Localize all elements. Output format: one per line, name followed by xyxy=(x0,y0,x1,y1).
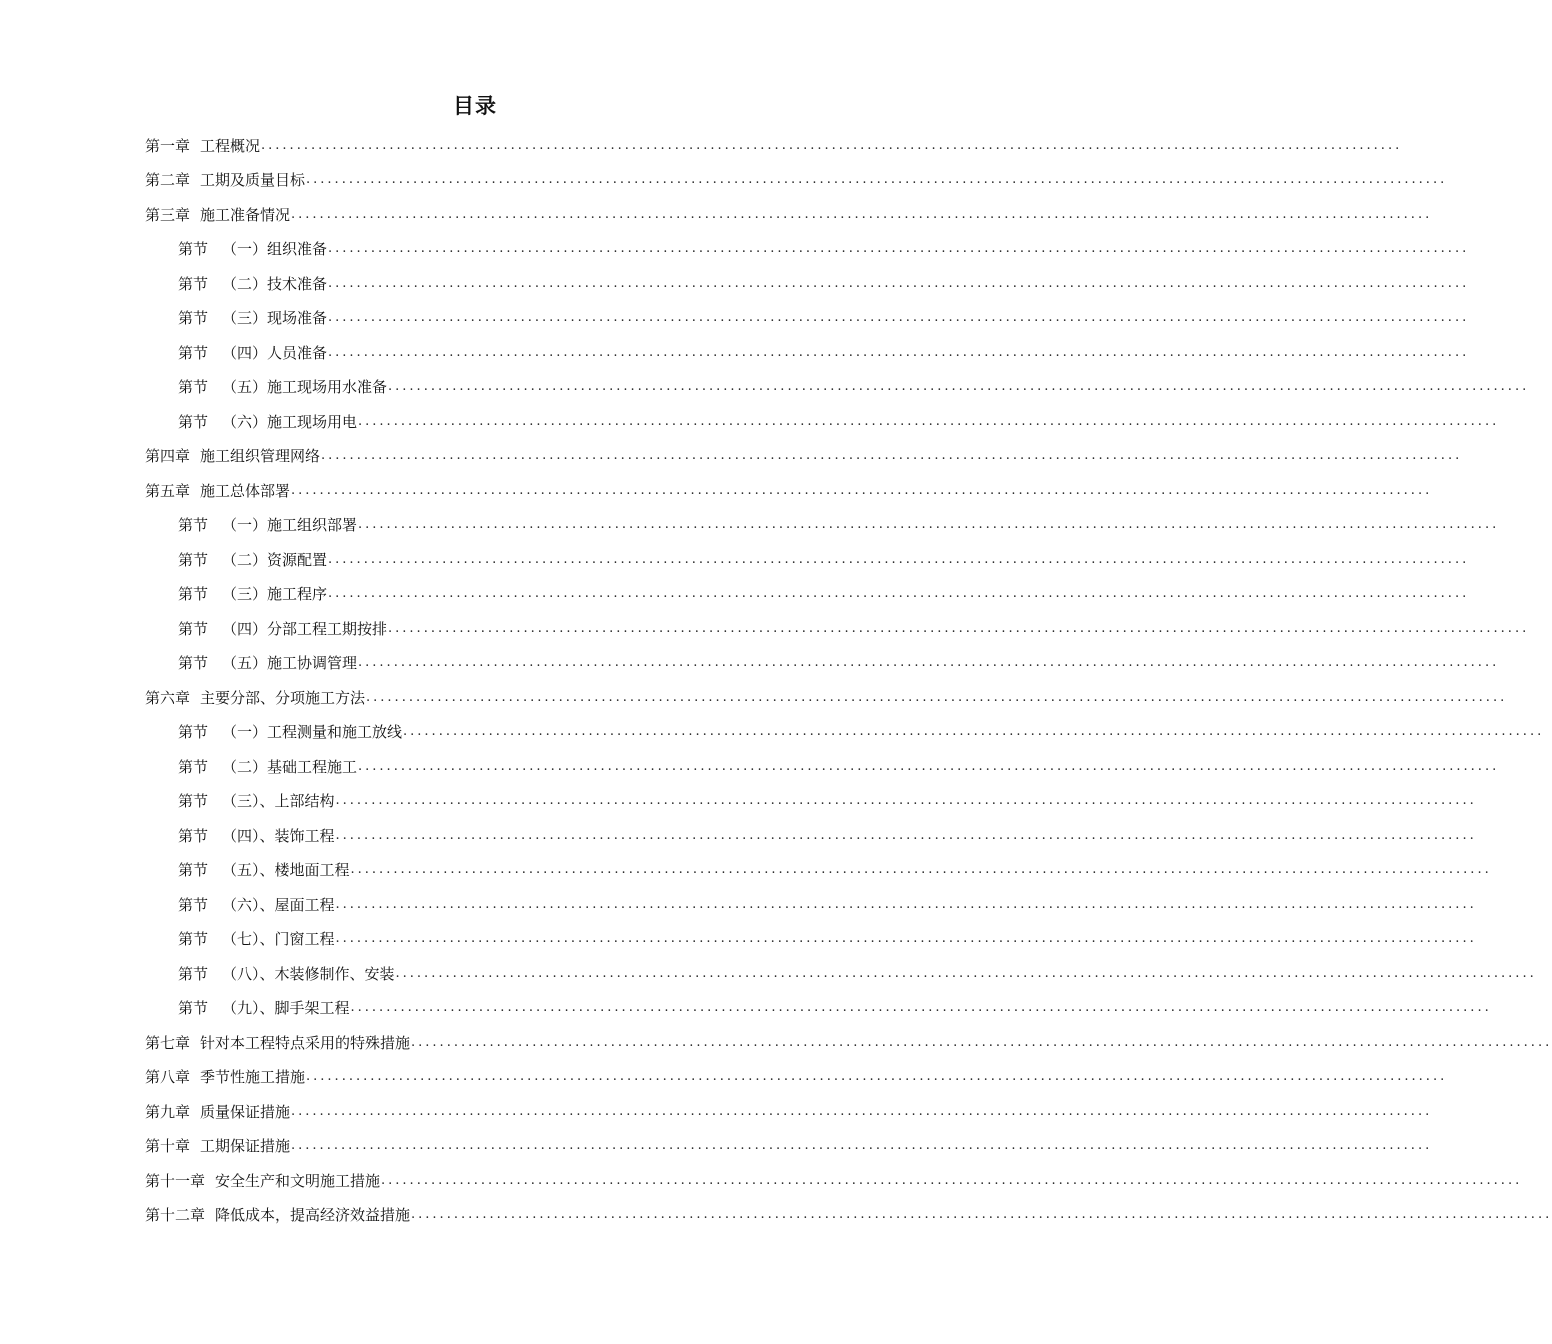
toc-dot-leader: ................................................................................................................................................................ xyxy=(366,689,1508,705)
toc-chapter-entry[interactable] xyxy=(145,1094,1433,1129)
toc-section-entry[interactable] xyxy=(145,784,1477,819)
toc-dot-leader: ................................................................................................................................................................ xyxy=(388,620,1530,636)
toc-chapter-entry[interactable] xyxy=(145,473,1433,508)
toc-dot-leader: ................................................................................................................................................................ xyxy=(335,931,1477,947)
toc-dot-leader: ................................................................................................................................................................ xyxy=(411,1034,1552,1050)
toc-section-entry[interactable] xyxy=(145,611,1530,646)
toc-entry-number: 第三章 xyxy=(145,205,191,224)
toc-entry-label: （二）资源配置 xyxy=(222,550,328,569)
toc-dot-leader: ................................................................................................................................................................ xyxy=(350,1000,1492,1016)
toc-entry-number: 第七章 xyxy=(145,1033,191,1052)
toc-entry-label: （五）施工协调管理 xyxy=(222,654,358,673)
toc-section-entry[interactable] xyxy=(145,887,1477,922)
toc-entry-number: 第节 xyxy=(178,826,209,845)
toc-entry-label: （六）施工现场用电 xyxy=(222,412,358,431)
toc-dot-leader: ................................................................................................................................................................ xyxy=(328,344,1470,360)
toc-chapter-entry[interactable] xyxy=(145,1129,1433,1164)
toc-dot-leader: ................................................................................................................................................................ xyxy=(335,896,1477,912)
toc-entry-number: 第十章 xyxy=(145,1137,191,1156)
toc-entry-label: 工期保证措施 xyxy=(200,1137,291,1156)
toc-section-entry[interactable] xyxy=(145,922,1477,957)
toc-entry-label: （一）施工组织部署 xyxy=(222,516,358,535)
toc-section-entry[interactable] xyxy=(145,404,1500,439)
toc-dot-leader: ................................................................................................................................................................ xyxy=(306,172,1448,188)
toc-dot-leader: ................................................................................................................................................................ xyxy=(291,1138,1433,1154)
toc-section-entry[interactable] xyxy=(145,956,1537,991)
toc-entry-label: 安全生产和文明施工措施 xyxy=(215,1171,381,1190)
toc-entry-label: 工程概况 xyxy=(200,136,261,155)
toc-entry-number: 第节 xyxy=(178,723,209,742)
toc-entry-label: （八）、木装修制作、安装 xyxy=(222,964,395,983)
page-title: 目录 xyxy=(453,94,497,118)
toc-entry-label: 施工准备情况 xyxy=(200,205,291,224)
toc-dot-leader: ................................................................................................................................................................ xyxy=(291,482,1433,498)
toc-dot-leader: ................................................................................................................................................................ xyxy=(381,1172,1523,1188)
toc-chapter-entry[interactable] xyxy=(145,163,1448,198)
toc-entry-number: 第节 xyxy=(178,516,209,535)
toc-dot-leader: ................................................................................................................................................................ xyxy=(358,413,1500,429)
toc-entry-label: 季节性施工措施 xyxy=(200,1068,306,1087)
toc-entry-number: 第节 xyxy=(178,792,209,811)
toc-entry-label: （一）组织准备 xyxy=(222,240,328,259)
toc-dot-leader: ................................................................................................................................................................ xyxy=(328,586,1470,602)
toc-section-entry[interactable] xyxy=(145,646,1500,681)
toc-dot-leader: ................................................................................................................................................................ xyxy=(328,310,1470,326)
toc-section-entry[interactable] xyxy=(145,749,1500,784)
toc-section-entry[interactable] xyxy=(145,370,1530,405)
toc-chapter-entry[interactable] xyxy=(145,197,1433,232)
toc-entry-label: 质量保证措施 xyxy=(200,1102,291,1121)
toc-dot-leader: ................................................................................................................................................................ xyxy=(291,206,1433,222)
toc-dot-leader: ................................................................................................................................................................ xyxy=(306,1069,1448,1085)
toc-entry-label: （五）施工现场用水准备 xyxy=(222,378,388,397)
toc-entry-label: （四）、装饰工程 xyxy=(222,826,335,845)
toc-entry-label: 降低成本，提高经济效益措施 xyxy=(215,1206,411,1225)
toc-entry-label: （七）、门窗工程 xyxy=(222,930,335,949)
toc-dot-leader: ................................................................................................................................................................ xyxy=(335,827,1477,843)
toc-entry-number: 第节 xyxy=(178,274,209,293)
toc-section-entry[interactable] xyxy=(145,232,1470,267)
toc-section-entry[interactable] xyxy=(145,301,1470,336)
toc-section-entry[interactable] xyxy=(145,853,1492,888)
toc-entry-label: 针对本工程特点采用的特殊措施 xyxy=(200,1033,411,1052)
toc-entry-number: 第节 xyxy=(178,378,209,397)
toc-entry-number: 第一章 xyxy=(145,136,191,155)
toc-entry-label: 工期及质量目标 xyxy=(200,171,306,190)
toc-chapter-entry[interactable] xyxy=(145,680,1508,715)
toc-entry-number: 第节 xyxy=(178,861,209,880)
toc-dot-leader: ................................................................................................................................................................ xyxy=(321,448,1463,464)
toc-dot-leader: ................................................................................................................................................................ xyxy=(403,724,1545,740)
toc-dot-leader: ................................................................................................................................................................ xyxy=(358,758,1500,774)
toc-dot-leader: ................................................................................................................................................................ xyxy=(328,551,1470,567)
toc-chapter-entry[interactable] xyxy=(145,128,1403,163)
toc-dot-leader: ................................................................................................................................................................ xyxy=(388,379,1530,395)
toc-entry-number: 第十一章 xyxy=(145,1171,206,1190)
toc-entry-number: 第节 xyxy=(178,412,209,431)
toc-dot-leader: ................................................................................................................................................................ xyxy=(328,275,1470,291)
toc-chapter-entry[interactable] xyxy=(145,1060,1448,1095)
toc-entry-number: 第八章 xyxy=(145,1068,191,1087)
toc-entry-number: 第五章 xyxy=(145,481,191,500)
toc-entry-number: 第六章 xyxy=(145,688,191,707)
toc-entry-number: 第节 xyxy=(178,964,209,983)
toc-section-entry[interactable] xyxy=(145,266,1470,301)
toc-entry-label: （二）技术准备 xyxy=(222,274,328,293)
toc-entry-number: 第四章 xyxy=(145,447,191,466)
toc-entry-label: （六）、屋面工程 xyxy=(222,895,335,914)
toc-chapter-entry[interactable] xyxy=(145,439,1463,474)
toc-dot-leader: ................................................................................................................................................................ xyxy=(411,1207,1552,1223)
toc-entry-number: 第十二章 xyxy=(145,1206,206,1225)
toc-section-entry[interactable] xyxy=(145,715,1545,750)
toc-dot-leader: ................................................................................................................................................................ xyxy=(395,965,1537,981)
toc-entry-label: （三）、上部结构 xyxy=(222,792,335,811)
toc-entry-number: 第节 xyxy=(178,930,209,949)
toc-dot-leader: ................................................................................................................................................................ xyxy=(261,137,1403,153)
toc-section-entry[interactable] xyxy=(145,508,1500,543)
toc-entry-label: （三）施工程序 xyxy=(222,585,328,604)
toc-section-entry[interactable] xyxy=(145,335,1470,370)
toc-section-entry[interactable] xyxy=(145,991,1492,1026)
toc-dot-leader: ................................................................................................................................................................ xyxy=(328,241,1470,257)
toc-entry-label: （五）、楼地面工程 xyxy=(222,861,350,880)
toc-entry-label: （三）现场准备 xyxy=(222,309,328,328)
toc-entry-number: 第节 xyxy=(178,550,209,569)
toc-entry-label: （四）分部工程工期按排 xyxy=(222,619,388,638)
toc-dot-leader: ................................................................................................................................................................ xyxy=(358,517,1500,533)
toc-dot-leader: ................................................................................................................................................................ xyxy=(335,793,1477,809)
toc-entry-number: 第节 xyxy=(178,240,209,259)
toc-dot-leader: ................................................................................................................................................................ xyxy=(291,1103,1433,1119)
toc-dot-leader: ................................................................................................................................................................ xyxy=(358,655,1500,671)
toc-entry-number: 第九章 xyxy=(145,1102,191,1121)
toc-entry-label: （四）人员准备 xyxy=(222,343,328,362)
toc-entry-number: 第节 xyxy=(178,757,209,776)
toc-entry-label: 主要分部、分项施工方法 xyxy=(200,688,366,707)
toc-entry-number: 第节 xyxy=(178,309,209,328)
toc-entry-label: （一）工程测量和施工放线 xyxy=(222,723,403,742)
table-of-contents xyxy=(145,128,1552,1232)
toc-entry-label: 施工组织管理网络 xyxy=(200,447,321,466)
toc-section-entry[interactable] xyxy=(145,818,1477,853)
toc-entry-number: 第节 xyxy=(178,619,209,638)
toc-entry-label: 施工总体部署 xyxy=(200,481,291,500)
toc-entry-number: 第节 xyxy=(178,999,209,1018)
toc-dot-leader: ................................................................................................................................................................ xyxy=(350,862,1492,878)
toc-entry-number: 第节 xyxy=(178,654,209,673)
toc-entry-number: 第节 xyxy=(178,895,209,914)
toc-entry-label: （九）、脚手架工程 xyxy=(222,999,350,1018)
toc-entry-label: （二）基础工程施工 xyxy=(222,757,358,776)
toc-entry-number: 第节 xyxy=(178,585,209,604)
toc-chapter-entry[interactable] xyxy=(145,1198,1552,1233)
toc-section-entry[interactable] xyxy=(145,542,1470,577)
toc-entry-number: 第节 xyxy=(178,343,209,362)
toc-entry-number: 第二章 xyxy=(145,171,191,190)
toc-chapter-entry[interactable] xyxy=(145,1025,1552,1060)
toc-section-entry[interactable] xyxy=(145,577,1470,612)
toc-chapter-entry[interactable] xyxy=(145,1163,1523,1198)
